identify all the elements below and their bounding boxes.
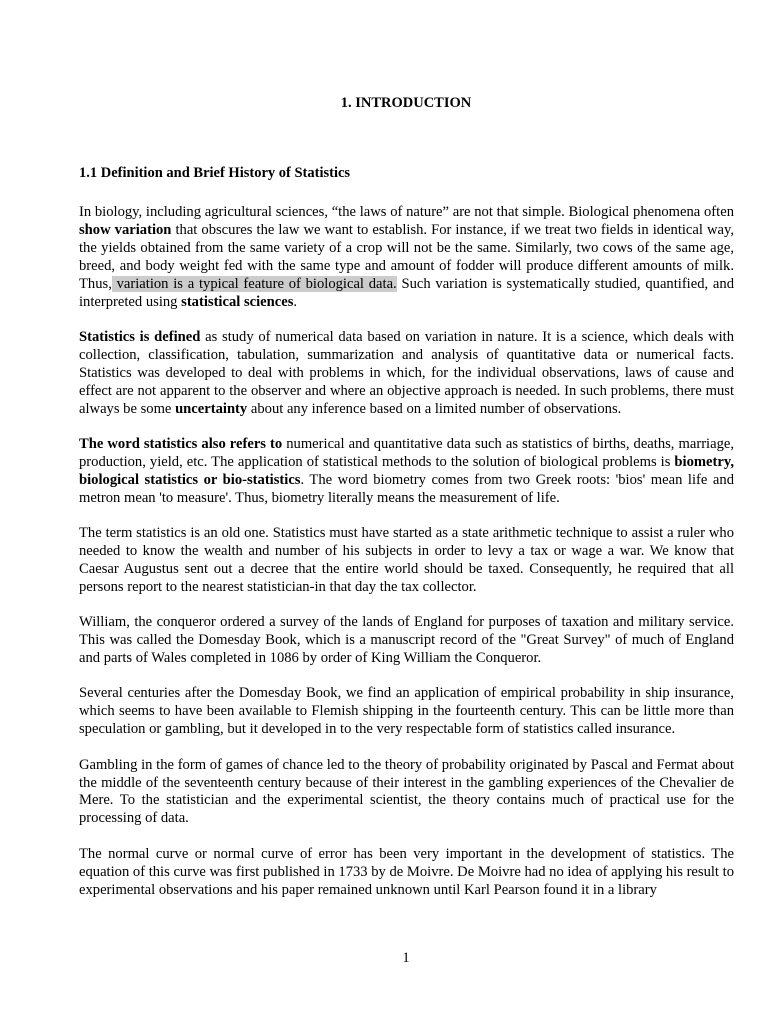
paragraph-probability: Gambling in the form of games of chance led to the theory of probability originated by Pascal and Fermat about the middle of the seventeenth century because of their interest in the gambling experiences of the Chevalier de Mere. To the statistician and the experimental scientist, the theory contains much of practical use for the processing of data. [79,756,734,827]
body-text [79,204,734,917]
text-run: In biology, including agricultural sciences, “the laws of nature” are not that simple. Biological phenomena often [79,204,734,220]
paragraph-history-term: The term statistics is an old one. Statistics must have started as a state arithmetic technique to assist a ruler who needed to know the wealth and number of his subjects in order to levy a tax or wage a war. We know that Caesar Augustus sent out a decree that the entire world should be taxed. Consequently, he required that all persons report to the nearest statistician-in that day the tax collector. [79,525,734,595]
text-run: . [293,293,298,310]
bold-term: biometry, biological statistics or bio-statistics [79,453,734,488]
page-number: 1 [402,950,410,966]
bold-term: Statistics is defined [79,328,201,345]
bold-term: The word statistics also refers to [79,435,283,452]
paragraph-word-statistics [79,436,734,508]
paragraph-insurance: Several centuries after the Domesday Book, we find an application of empirical probability in ship insurance, which seems to have been available to Flemish shipping in the fourteenth century. This can be little more than speculation or gambling, but it developed in to the very respectable form of statistics called insurance. [79,685,734,738]
bold-term: uncertainty [175,400,248,417]
text-run: numerical and quantitative data such as statistics of births, deaths, marriage, production, yield, etc. The application of statistical methods to the solution of biological problems is [79,435,735,470]
text-run: Such variation is systematically studied, quantified, and interpreted using [79,275,734,310]
paragraph-domesday: William, the conqueror ordered a survey of the lands of England for purposes of taxation and military service. This was called the Domesday Book, which is a manuscript record of the "Great Survey" of much of England and parts of Wales completed in 1086 by order of King William the Conqueror. [79,614,734,667]
paragraph-variation [79,204,734,311]
text-run: that obscures the law we want to establish. For instance, if we treat two fields in identical way, the yields obtained from the same variety of a crop will not be the same. Similarly, two cows of the same age, breed, and body weight fed with the same type and amount of fodder will produce different amounts of milk. Thus, [79,221,735,292]
section-heading: 1.1 Definition and Brief History of Statistics [79,165,351,181]
chapter-title: 1. INTRODUCTION [340,95,472,111]
text-run: . The word biometry comes from two Greek roots: 'bios' mean life and metron mean 'to measure'. Thus, biometry literally means the measurement of life. [79,471,734,506]
text-run: as study of numerical data based on variation in nature. It is a science, which deals with collection, classification, tabulation, summarization and analysis of quantitative data or numerical facts. Statistics was developed to deal with problems in which, for the individual observations, laws of cause and effect are not apparent to the observer and where an objective approach is needed. In such problems, there must always be some [79,328,735,417]
highlighted-text[interactable]: variation is a typical feature of biological data. [111,275,397,292]
text-run: about any inference based on a limited number of observations. [247,400,622,417]
paragraph-definition [79,329,734,419]
bold-term: statistical sciences [181,293,294,310]
paragraph-normal-curve: The normal curve or normal curve of error has been very important in the development of statistics. The equation of this curve was first published in 1733 by de Moivre. De Moivre had no idea of applying his result to experimental observations and his paper remained unknown until Karl Pearson found it in a library [79,845,734,898]
bold-term: show variation [79,221,172,238]
